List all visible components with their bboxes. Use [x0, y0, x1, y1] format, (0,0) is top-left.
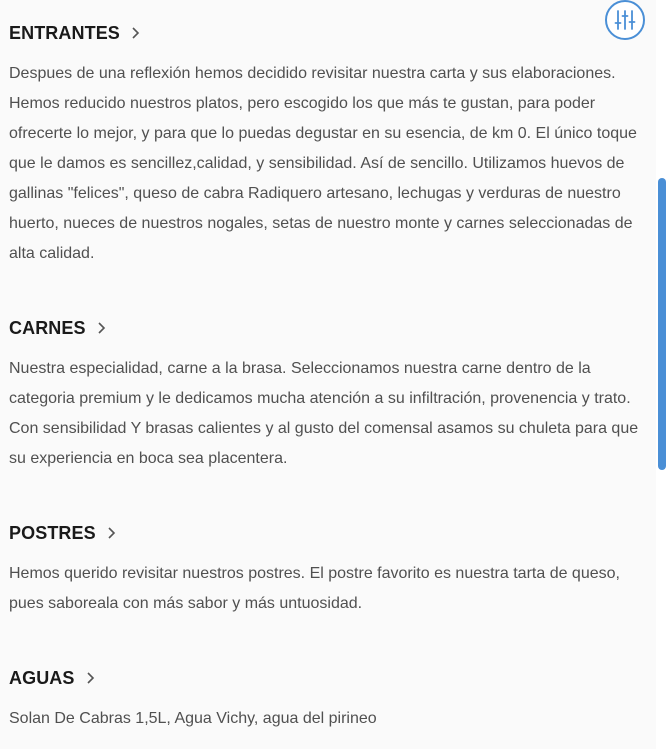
section-header-entrantes[interactable]	[9, 19, 649, 47]
filter-button[interactable]	[605, 0, 645, 40]
section-title: ENTRANTES	[9, 22, 120, 43]
section-description: Despues de una reflexión hemos decidido revisitar nuestra carta y sus elaboraciones. Hemos reducido nuestros platos, pero escogido los que más te gustan, para poder ofrecerte lo mejor, y para que lo puedas degustar en su esencia, de km 0. El único toque que le damos es sencillez,calidad, y sensibilidad. Así de sencillo. Utilizamos huevos de gallinas "felices", queso de cabra Radiquero artesano, lechugas y verduras de nuestro huerto, nueces de nuestros nogales, setas de nuestro monte y carnes seleccionadas de alta calidad.	[9, 65, 637, 262]
section-header-carnes[interactable]	[9, 314, 649, 342]
scrollbar-thumb[interactable]	[658, 178, 666, 470]
chevron-right-icon	[96, 321, 108, 335]
menu-section-postres	[9, 519, 649, 619]
section-description: Nuestra especialidad, carne a la brasa. Seleccionamos nuestra carne dentro de la categoria premium y le dedicamos mucha atención a su infiltración, provenencia y trato. Con sensibilidad Y brasas calientes y al gusto del comensal asamos su chuleta para que su experiencia en boca sea placentera.	[9, 360, 639, 467]
chevron-right-icon	[85, 671, 97, 685]
section-description: Hemos querido revisitar nuestros postres. El postre favorito es nuestra tarta de queso, pues saboreala con más sabor y más untuosidad.	[9, 565, 620, 612]
section-header-aguas[interactable]	[9, 664, 649, 692]
section-description: Solan De Cabras 1,5L, Agua Vichy, agua del pirineo	[9, 710, 377, 727]
chevron-right-icon	[106, 526, 118, 540]
chevron-right-icon	[130, 26, 142, 40]
menu-section-carnes	[9, 314, 649, 474]
section-title: POSTRES	[9, 522, 96, 543]
sliders-icon	[613, 8, 637, 32]
menu-section-aguas	[9, 664, 649, 734]
menu-section-entrantes	[9, 19, 649, 269]
section-header-postres[interactable]	[9, 519, 649, 547]
section-title: AGUAS	[9, 667, 75, 688]
section-title: CARNES	[9, 317, 86, 338]
